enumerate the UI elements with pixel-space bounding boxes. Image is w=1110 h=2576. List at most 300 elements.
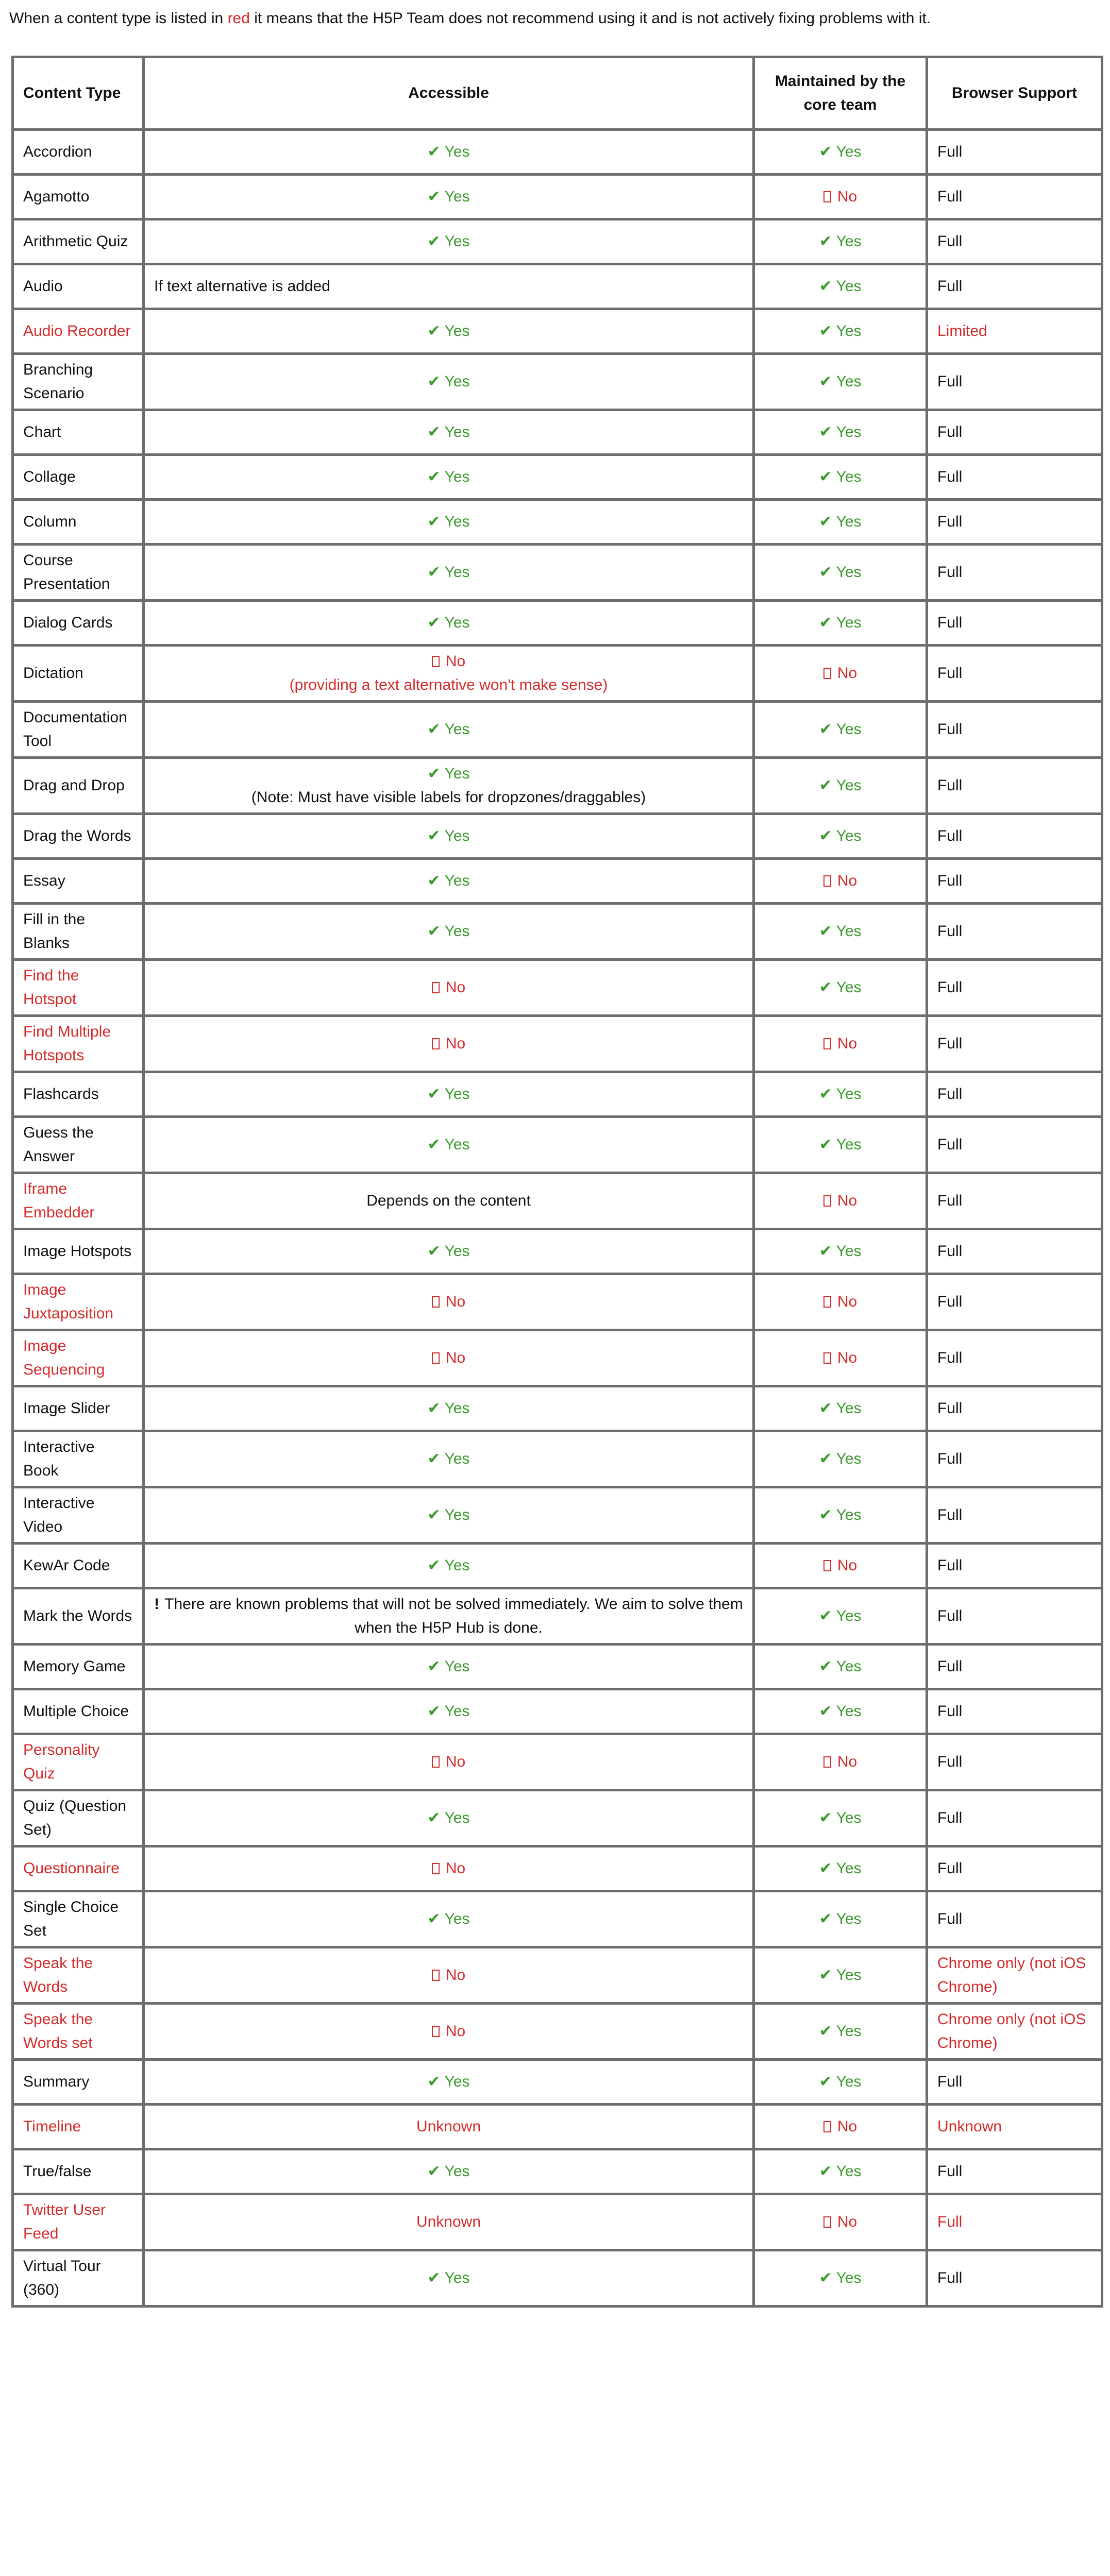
status-text: No [837,872,857,889]
checkmark-icon: ✔ [819,323,832,340]
table-row [13,410,1102,455]
status-text: No [837,2213,857,2230]
checkmark-icon: ✔ [819,2163,832,2180]
table-row [13,859,1102,904]
cell-content-type: Memory Game [13,1645,144,1689]
box-icon [432,1970,440,1981]
status-text: No [837,1293,857,1310]
cell-maintained [754,1173,927,1229]
cell-content-type: True/false [13,2149,144,2194]
status-text: Yes [836,1860,862,1877]
checkmark-icon: ✔ [427,765,441,782]
status-text: Yes [444,827,470,844]
cell-maintained [754,1588,927,1645]
checkmark-icon: ✔ [427,513,441,530]
intro-red-word: red [227,10,250,27]
cell-content-type: Image Juxtaposition [13,1274,144,1330]
cell-content-type: Find Multiple Hotspots [13,1016,144,1072]
cell-browser-support: Full [927,1734,1102,1790]
checkmark-icon: ✔ [819,777,832,794]
cell-maintained [754,960,927,1016]
cell-browser-support: Limited [927,309,1102,354]
cell-accessible [144,1274,754,1330]
status-text: Yes [444,1400,470,1417]
cell-content-type: Drag the Words [13,814,144,859]
checkmark-icon: ✔ [819,564,832,581]
status-text: Yes [444,923,470,940]
checkmark-icon: ✔ [427,2269,441,2286]
status-text: No [445,1860,466,1877]
table-row [13,175,1102,219]
cell-content-type: Documentation Tool [13,702,144,758]
table-row [13,1229,1102,1274]
table-row [13,545,1102,601]
status-text: Unknown [416,2213,481,2230]
cell-content-type: Collage [13,455,144,500]
checkmark-icon: ✔ [819,468,832,485]
table-row [13,1117,1102,1173]
table-row [13,2105,1102,2149]
status-text: Yes [444,1506,470,1523]
status-text: Yes [836,1400,862,1417]
cell-content-type: Speak the Words set [13,2004,144,2060]
cell-browser-support: Full [927,859,1102,904]
status-text: Unknown [416,2118,481,2135]
box-icon [823,2121,831,2132]
cell-maintained [754,2105,927,2149]
checkmark-icon: ✔ [427,423,441,440]
checkmark-icon: ✔ [427,827,441,844]
checkmark-icon: ✔ [819,423,832,440]
cell-accessible [144,1016,754,1072]
cell-accessible [144,702,754,758]
checkmark-icon: ✔ [427,1658,441,1675]
checkmark-icon: ✔ [819,1136,832,1153]
status-text: Yes [836,2269,862,2286]
cell-content-type: Multiple Choice [13,1689,144,1734]
header-browser-support: Browser Support [927,57,1102,130]
cell-content-type: Twitter User Feed [13,2194,144,2250]
table-row [13,960,1102,1016]
cell-content-type: Single Choice Set [13,1891,144,1947]
box-icon [823,875,831,887]
cell-accessible [144,2250,754,2307]
cell-maintained [754,646,927,702]
cell-accessible [144,960,754,1016]
checkmark-icon: ✔ [819,513,832,530]
status-text: Yes [444,1658,470,1675]
cell-browser-support: Chrome only (not iOS Chrome) [927,2004,1102,2060]
table-row [13,1072,1102,1117]
cell-maintained [754,814,927,859]
status-text: Yes [836,1607,862,1624]
checkmark-icon: ✔ [819,1910,832,1927]
cell-maintained [754,1016,927,1072]
cell-accessible [144,758,754,814]
checkmark-icon: ✔ [819,143,832,160]
cell-content-type: Mark the Words [13,1588,144,1645]
table-body [13,130,1102,2307]
status-text: Yes [836,423,862,440]
cell-maintained [754,1947,927,2004]
cell-content-type: Speak the Words [13,1947,144,2004]
cell-maintained [754,1117,927,1173]
status-text: Yes [444,1086,470,1103]
cell-content-type: Dictation [13,646,144,702]
cell-content-type: Image Slider [13,1386,144,1431]
cell-browser-support: Full [927,1330,1102,1386]
checkmark-icon: ✔ [819,373,832,390]
intro-after: it means that the H5P Team does not recommend using it and is not actively fixing problems with it. [249,10,931,27]
cell-accessible [144,1173,754,1229]
status-text: No [445,1349,466,1366]
status-text: There are known problems that will not be solved immediately. We aim to solve them when the H5P Hub is done. [164,1596,743,1636]
cell-content-type: Branching Scenario [13,354,144,410]
box-icon [823,1560,831,1571]
table-row [13,1588,1102,1645]
status-text: Yes [836,979,862,996]
cell-browser-support: Full [927,1891,1102,1947]
cell-accessible [144,500,754,545]
cell-accessible [144,1734,754,1790]
cell-accessible [144,130,754,175]
checkmark-icon: ✔ [427,872,441,889]
status-text: No [837,2118,857,2135]
checkmark-icon: ✔ [819,1809,832,1826]
cell-accessible [144,1544,754,1588]
cell-maintained [754,904,927,960]
cell-browser-support: Full [927,601,1102,646]
cell-maintained [754,1689,927,1734]
cell-content-type: Interactive Video [13,1487,144,1544]
checkmark-icon: ✔ [819,923,832,940]
table-row [13,1645,1102,1689]
box-icon [823,2216,831,2228]
checkmark-icon: ✔ [427,1136,441,1153]
table-row [13,1173,1102,1229]
cell-maintained [754,1274,927,1330]
status-text: Yes [836,1243,862,1260]
status-text: Yes [444,468,470,485]
cell-content-type: Agamotto [13,175,144,219]
cell-content-type: Timeline [13,2105,144,2149]
box-icon [823,191,831,202]
cell-content-type: Audio Recorder [13,309,144,354]
status-text: Yes [836,1136,862,1153]
checkmark-icon: ✔ [819,2269,832,2286]
checkmark-icon: ✔ [819,278,832,295]
box-icon [432,1863,440,1874]
checkmark-icon: ✔ [427,1450,441,1467]
table-row [13,646,1102,702]
box-icon [823,668,831,679]
cell-content-type: Questionnaire [13,1846,144,1891]
status-text: Yes [836,2023,862,2040]
cell-content-type: Image Hotspots [13,1229,144,1274]
table-row [13,2060,1102,2105]
cell-accessible [144,1689,754,1734]
cell-content-type: Drag and Drop [13,758,144,814]
checkmark-icon: ✔ [427,1703,441,1720]
checkmark-icon: ✔ [427,2163,441,2180]
cell-accessible [144,175,754,219]
table-row [13,2149,1102,2194]
checkmark-icon: ✔ [427,564,441,581]
cell-browser-support: Full [927,1274,1102,1330]
status-text: Yes [444,1450,470,1467]
status-text: Yes [836,1658,862,1675]
checkmark-icon: ✔ [819,1607,832,1624]
cell-browser-support: Full [927,410,1102,455]
cell-browser-support: Full [927,2194,1102,2250]
status-text: Yes [836,1967,862,1984]
status-text: Depends on the content [366,1192,531,1209]
table-row [13,1947,1102,2004]
cell-browser-support: Full [927,1588,1102,1645]
table-row [13,1016,1102,1072]
table-row [13,1689,1102,1734]
cell-browser-support: Full [927,646,1102,702]
cell-accessible [144,814,754,859]
status-text: Yes [444,423,470,440]
table-row [13,1274,1102,1330]
status-text: No [837,1753,857,1770]
cell-content-type: Personality Quiz [13,1734,144,1790]
cell-content-type: Dialog Cards [13,601,144,646]
cell-maintained [754,1072,927,1117]
checkmark-icon: ✔ [819,1860,832,1877]
cell-maintained [754,410,927,455]
box-icon [823,1756,831,1768]
cell-accessible [144,904,754,960]
cell-accessible [144,1588,754,1645]
cell-maintained [754,309,927,354]
status-text: Yes [444,373,470,390]
status-text: Yes [836,923,862,940]
cell-maintained [754,2250,927,2307]
status-text: Yes [836,1910,862,1927]
table-row [13,2194,1102,2250]
checkmark-icon: ✔ [427,923,441,940]
box-icon [432,1296,440,1308]
cell-accessible [144,264,754,309]
status-text: Yes [836,2163,862,2180]
table-row [13,1790,1102,1846]
cell-maintained [754,1734,927,1790]
cell-browser-support: Full [927,1117,1102,1173]
access-note: (providing a text alternative won't make sense) [289,676,608,693]
status-text: Yes [836,513,862,530]
cell-browser-support: Full [927,455,1102,500]
checkmark-icon: ✔ [427,1557,441,1574]
cell-accessible [144,601,754,646]
status-text: Yes [444,1136,470,1153]
cell-accessible [144,1431,754,1487]
status-text: Yes [836,233,862,250]
checkmark-icon: ✔ [427,188,441,205]
status-text: Yes [836,777,862,794]
checkmark-icon: ✔ [819,827,832,844]
cell-maintained [754,702,927,758]
cell-accessible [144,1947,754,2004]
box-icon [432,982,440,993]
checkmark-icon: ✔ [427,1910,441,1927]
cell-browser-support: Full [927,702,1102,758]
cell-accessible [144,2060,754,2105]
cell-content-type: Arithmetic Quiz [13,219,144,264]
status-text: Yes [444,143,470,160]
table-row [13,758,1102,814]
cell-browser-support: Full [927,758,1102,814]
status-text: Yes [836,323,862,340]
box-icon [432,1756,440,1768]
table-row [13,2250,1102,2307]
checkmark-icon: ✔ [427,721,441,738]
checkmark-icon: ✔ [819,1658,832,1675]
checkmark-icon: ✔ [427,143,441,160]
status-text: No [445,979,466,996]
status-text: No [837,188,857,205]
cell-content-type: Quiz (Question Set) [13,1790,144,1846]
cell-maintained [754,354,927,410]
table-row [13,130,1102,175]
cell-content-type: Guess the Answer [13,1117,144,1173]
checkmark-icon: ✔ [427,373,441,390]
status-text: Yes [444,233,470,250]
checkmark-icon: ✔ [819,233,832,250]
cell-accessible [144,455,754,500]
status-text: Yes [444,872,470,889]
cell-maintained [754,264,927,309]
status-text: No [445,1293,466,1310]
status-text: No [837,1557,857,1574]
cell-accessible [144,1117,754,1173]
cell-browser-support: Full [927,1229,1102,1274]
cell-browser-support: Full [927,1386,1102,1431]
cell-browser-support: Full [927,1645,1102,1689]
cell-accessible [144,1846,754,1891]
status-text: Yes [836,1086,862,1103]
cell-maintained [754,1544,927,1588]
status-text: No [445,653,466,670]
cell-accessible [144,2194,754,2250]
cell-browser-support: Full [927,264,1102,309]
table-row [13,1487,1102,1544]
cell-browser-support: Full [927,354,1102,410]
cell-maintained [754,1431,927,1487]
cell-accessible [144,1891,754,1947]
checkmark-icon: ✔ [819,1086,832,1103]
status-text: Yes [444,323,470,340]
cell-browser-support: Full [927,960,1102,1016]
cell-maintained [754,500,927,545]
checkmark-icon: ✔ [819,979,832,996]
exclamation-icon: ! [154,1596,160,1613]
status-text: Yes [836,2073,862,2090]
cell-browser-support: Full [927,904,1102,960]
checkmark-icon: ✔ [819,721,832,738]
cell-browser-support: Full [927,175,1102,219]
cell-content-type: Summary [13,2060,144,2105]
table-row [13,1891,1102,1947]
content-type-table [11,56,1103,2308]
cell-accessible [144,410,754,455]
checkmark-icon: ✔ [427,1243,441,1260]
checkmark-icon: ✔ [427,1506,441,1523]
box-icon [823,1352,831,1364]
table-row [13,702,1102,758]
box-icon [823,1195,831,1207]
status-text: Yes [444,2163,470,2180]
cell-accessible [144,1645,754,1689]
cell-browser-support: Full [927,1846,1102,1891]
box-icon [432,2026,440,2037]
status-text: Yes [444,188,470,205]
cell-accessible [144,309,754,354]
cell-browser-support: Full [927,1544,1102,1588]
cell-maintained [754,601,927,646]
cell-accessible [144,1330,754,1386]
cell-maintained [754,1846,927,1891]
status-text: Yes [444,1703,470,1720]
cell-content-type: Column [13,500,144,545]
cell-browser-support: Full [927,1487,1102,1544]
cell-maintained [754,2004,927,2060]
table-row [13,1544,1102,1588]
cell-browser-support: Full [927,545,1102,601]
status-text: No [837,1192,857,1209]
cell-browser-support: Full [927,2060,1102,2105]
status-text: No [445,2023,466,2040]
table-row [13,1734,1102,1790]
cell-maintained [754,1790,927,1846]
cell-maintained [754,175,927,219]
table-row [13,455,1102,500]
status-text: Yes [836,614,862,631]
header-content-type: Content Type [13,57,144,130]
checkmark-icon: ✔ [819,1400,832,1417]
status-text: Yes [836,143,862,160]
status-text: Yes [836,1703,862,1720]
cell-browser-support: Full [927,1016,1102,1072]
intro-before: When a content type is listed in [9,10,228,27]
status-text: Yes [444,614,470,631]
cell-content-type: Essay [13,859,144,904]
cell-content-type: Chart [13,410,144,455]
cell-browser-support: Full [927,1689,1102,1734]
checkmark-icon: ✔ [427,323,441,340]
status-text: No [445,1035,466,1052]
cell-maintained [754,1330,927,1386]
status-text: No [445,1967,466,1984]
cell-content-type: Iframe Embedder [13,1173,144,1229]
status-text: Yes [444,513,470,530]
box-icon [823,1296,831,1308]
status-text: No [837,665,857,682]
status-text: Yes [444,1243,470,1260]
cell-maintained [754,130,927,175]
box-icon [432,1038,440,1049]
status-text: Yes [836,1450,862,1467]
table-row [13,309,1102,354]
cell-accessible [144,646,754,702]
table-row [13,814,1102,859]
table-row [13,1386,1102,1431]
cell-browser-support: Full [927,130,1102,175]
checkmark-icon: ✔ [819,1243,832,1260]
cell-maintained [754,219,927,264]
cell-maintained [754,2149,927,2194]
